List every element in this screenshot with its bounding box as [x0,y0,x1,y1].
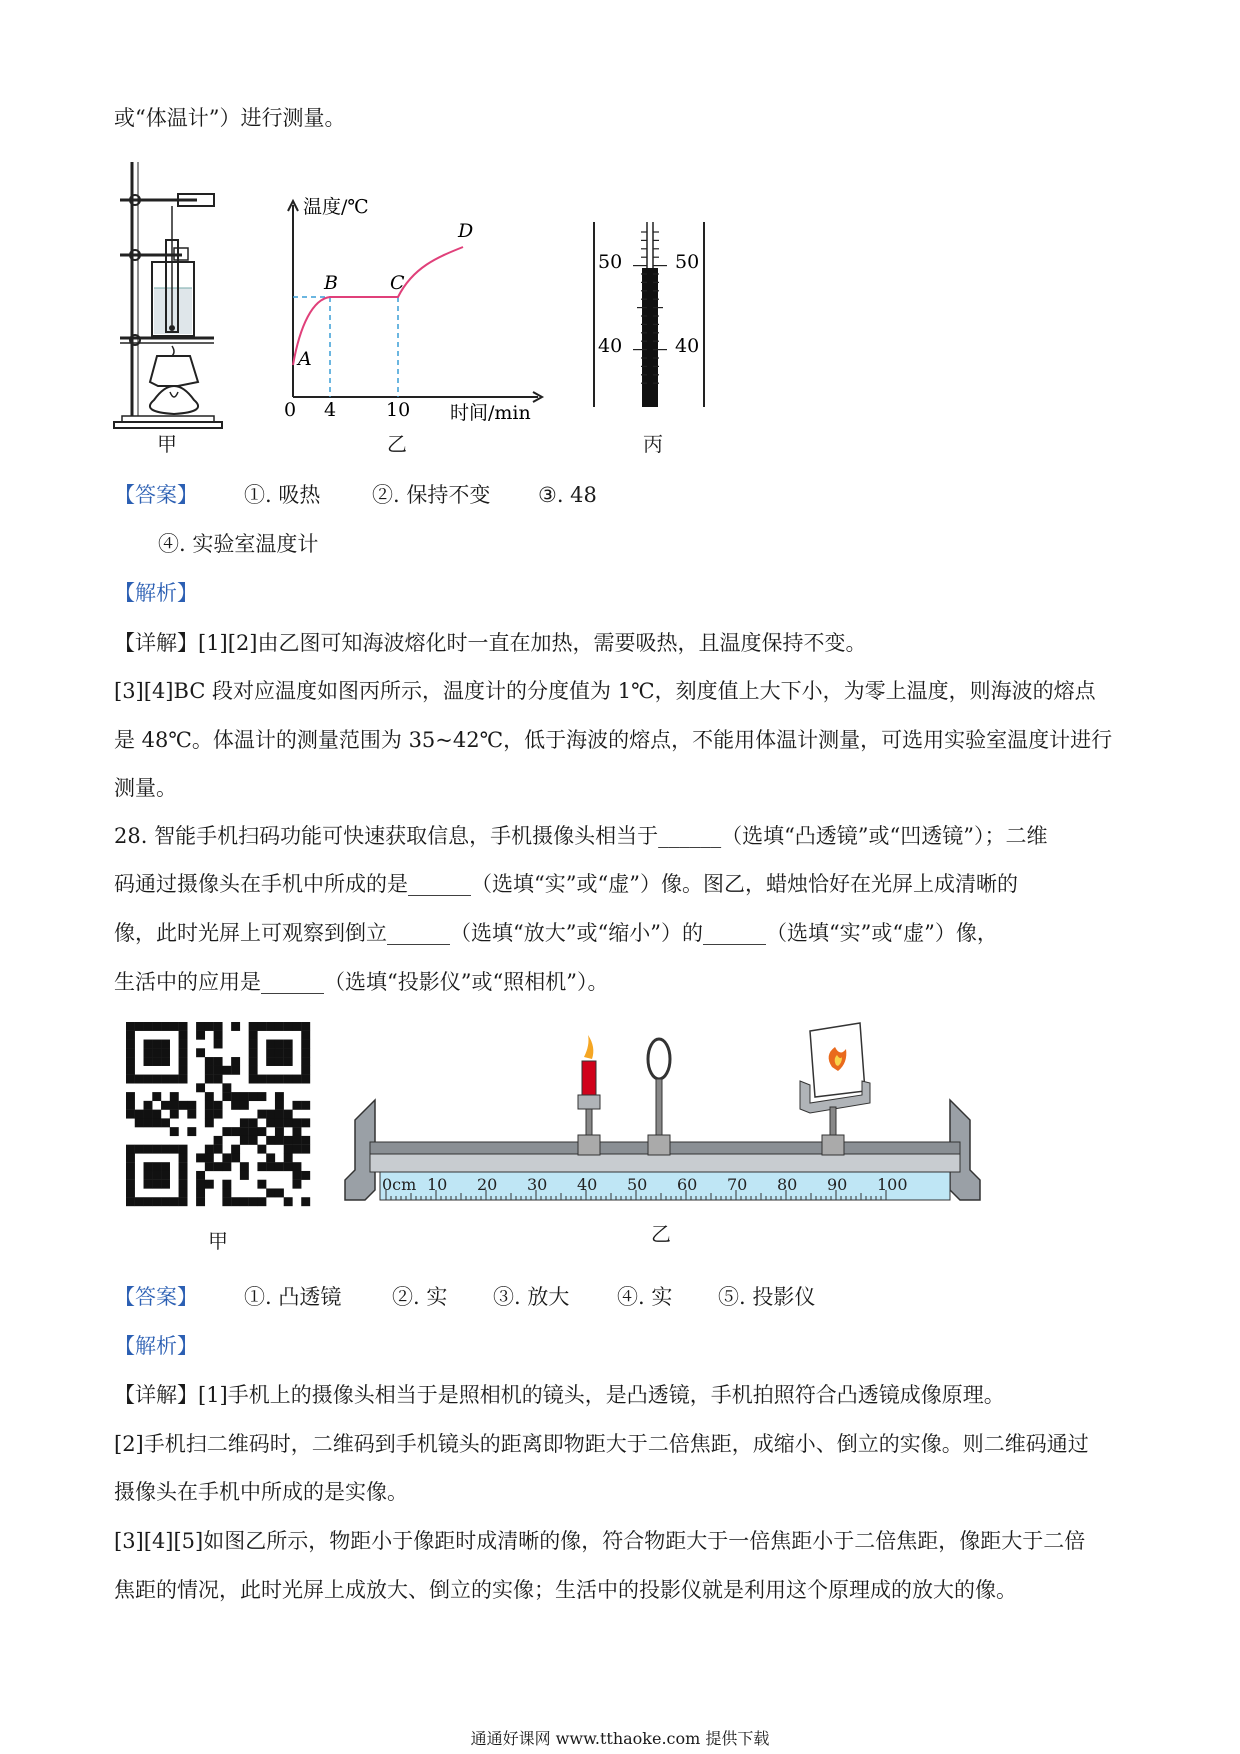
thermo-label-40-right: 40 [675,335,700,357]
ruler-tick-label: 30 [527,1175,548,1194]
answer-item: ①. 吸热 [244,483,321,507]
ruler-tick-label: 0cm [382,1175,417,1194]
heating-apparatus-figure [112,160,227,430]
optical-bench-figure [340,1025,990,1235]
graph-xtick: 10 [386,399,411,421]
answer-tag: 【答案】 [114,483,198,507]
ruler-tick-label: 50 [627,1175,648,1194]
answer-item: ④. 实验室温度计 [158,532,319,556]
question-28-line: 28. 智能手机扫码功能可快速获取信息，手机摄像头相当于______（选填“凸透镜”或“凹透镜”）；二维 [114,824,1048,848]
ruler-tick-label: 60 [677,1175,698,1194]
ruler-tick-label: 100 [877,1175,908,1194]
qr-code-figure [126,1022,310,1206]
question-28-line: 像，此时光屏上可观察到倒立______（选填“放大”或“缩小”）的______（选填“实”或“虚”）像， [114,921,998,945]
answer-item: ②. 实 [392,1285,448,1309]
candle [578,1035,600,1155]
convex-lens [648,1039,670,1155]
graph-point-label: A [298,348,312,370]
question-28-line: 码通过摄像头在手机中所成的是______（选填“实”或“虚”）像。图乙，蜡烛恰好在光屏上成清晰的 [114,872,1018,896]
graph-xlabel: 时间/min [450,402,531,424]
detail-line: [3][4][5]如图乙所示，物距小于像距时成清晰的像，符合物距大于一倍焦距小于二倍焦距，像距大于二倍 [114,1529,1086,1553]
graph-point-label: B [324,272,338,294]
light-screen [800,1023,870,1155]
q27-continuation: 或“体温计”）进行测量。 [114,106,346,130]
detail-line: 测量。 [114,776,177,800]
detail-line: [3][4]BC 段对应温度如图丙所示，温度计的分度值为 1℃，刻度值上大下小，为零上温度，则海波的熔点 [114,679,1096,703]
fig-label-yi-2: 乙 [651,1222,671,1246]
detail-line: 摄像头在手机中所成的是实像。 [114,1480,408,1504]
ruler-tick-label: 90 [827,1175,848,1194]
answer-item: ⑤. 投影仪 [718,1285,816,1309]
ruler-tick-label: 80 [777,1175,798,1194]
ruler-tick-label: 70 [727,1175,748,1194]
fig-label-yi: 乙 [387,432,407,456]
ruler-tick-label: 40 [577,1175,598,1194]
answer-tag: 【答案】 [114,1285,198,1309]
thermo-label-50-right: 50 [675,251,700,273]
answer-item: ②. 保持不变 [372,483,491,507]
ruler-tick-label: 20 [477,1175,498,1194]
detail-line: 是 48℃。体温计的测量范围为 35~42℃，低于海波的熔点，不能用体温计测量，可选用实验室温度计进行 [114,728,1113,752]
detail-line: 焦距的情况，此时光屏上成放大、倒立的实像；生活中的投影仪就是利用这个原理成的放大的像。 [114,1578,1017,1602]
footer-source: 通通好课网 www.tthaoke.com 提供下载 [470,1729,770,1748]
thermometer-figure [590,222,710,412]
graph-xtick: 4 [324,399,337,421]
fig-label-jia: 甲 [157,432,177,456]
analysis-tag: 【解析】 [114,1334,198,1358]
graph-xtick: 0 [284,399,297,421]
temperature-time-graph [284,195,548,425]
detail-line: 【详解】[1][2]由乙图可知海波熔化时一直在加热，需要吸热，且温度保持不变。 [114,631,867,655]
answer-item: ①. 凸透镜 [244,1285,342,1309]
fig-label-bing: 丙 [643,432,663,456]
detail-line: [2]手机扫二维码时，二维码到手机镜头的距离即物距大于二倍焦距，成缩小、倒立的实像。则二维码通过 [114,1432,1089,1456]
fig-label-jia-2: 甲 [208,1229,228,1253]
answer-item: ④. 实 [617,1285,673,1309]
answer-item: ③. 放大 [493,1285,570,1309]
graph-point-label: D [458,220,474,242]
detail-line: 【详解】[1]手机上的摄像头相当于是照相机的镜头，是凸透镜，手机拍照符合凸透镜成像原理。 [114,1383,1005,1407]
thermo-label-50-left: 50 [598,251,623,273]
graph-ylabel: 温度/℃ [303,196,369,218]
graph-point-label: C [390,272,405,294]
answer-item: ③. 48 [538,483,597,507]
ruler-tick-label: 10 [427,1175,448,1194]
analysis-tag: 【解析】 [114,581,198,605]
question-28-line: 生活中的应用是______（选填“投影仪”或“照相机”）。 [114,970,609,994]
thermo-label-40-left: 40 [598,335,623,357]
